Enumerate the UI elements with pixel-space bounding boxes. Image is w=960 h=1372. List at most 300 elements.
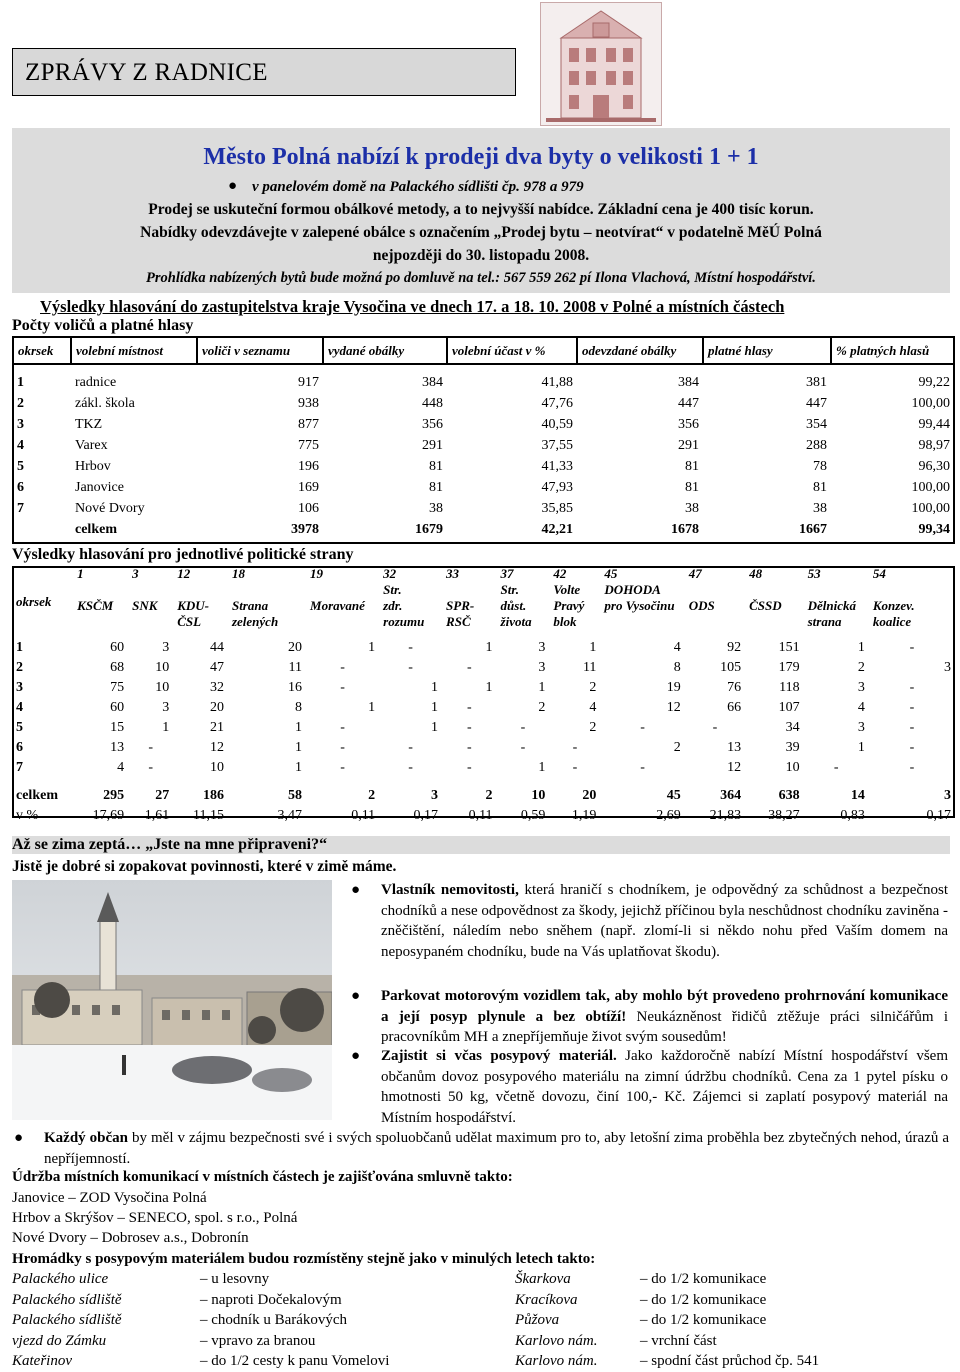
total-cell: 3 [944, 788, 951, 803]
table-row [12, 658, 955, 678]
percent-cell: 21,83 [709, 808, 742, 823]
value-cell: 1 [538, 680, 546, 695]
value-cell: 81 [685, 458, 699, 474]
table-row [12, 638, 955, 658]
value-cell: 1 [368, 640, 376, 655]
value-cell: 3 [857, 720, 865, 735]
value-cell: 1 [485, 680, 493, 695]
bullet-material-text: Jako každoročně nabízí Místní hospodářství všem občanům dovoz posypového materiálu na zimní údržbu chodníků. Cena za 1 pytel písku o hmotnosti 50 kg, včetně dovozu, činí 100,- Kč. Zájemci si zaplatí posypový materiál na Místním hospodářství. [381, 1048, 948, 1126]
heap-detail: – do 1/2 cesty k panu Vomelovi [200, 1353, 390, 1369]
heap-location: Palackého sídliště [12, 1312, 122, 1328]
offer-bullet [228, 178, 584, 196]
value-cell: 78 [813, 458, 827, 474]
bullet-owner-bold: Vlastník nemovitosti, [381, 882, 519, 898]
value-cell: 291 [422, 437, 443, 453]
party-number: 18 [231, 566, 245, 581]
party-name: Moravané [310, 598, 365, 613]
value-cell: 196 [298, 458, 319, 474]
party-number: 54 [872, 566, 886, 581]
town-hall-image [540, 2, 662, 126]
value-cell: - [466, 760, 472, 775]
value-cell: 41,33 [541, 458, 573, 474]
value-cell: 11 [582, 660, 597, 675]
value-cell: 105 [720, 660, 742, 675]
heap-location: Karlovo nám. [515, 1353, 598, 1369]
column-header: vydané obálky [323, 337, 447, 364]
offer-line-3: nejpozději do 30. listopadu 2008. [372, 247, 590, 264]
value-cell: 34 [785, 720, 800, 735]
value-cell: 10 [209, 760, 224, 775]
okrsek-cell: 3 [16, 680, 23, 695]
party-header [600, 566, 684, 638]
value-cell: 1 [162, 720, 170, 735]
value-cell: - [833, 760, 839, 775]
okrsek-cell: 7 [17, 500, 24, 516]
value-cell: 1 [538, 760, 546, 775]
party-name: KDU-ČSL [177, 598, 209, 629]
column-header: % platných hlasů [831, 337, 954, 364]
location-cell: TKZ [75, 416, 103, 432]
location-cell: radnice [75, 374, 117, 390]
value-cell: - [909, 740, 915, 755]
value-cell: 118 [779, 680, 800, 695]
maintenance-item: Janovice – ZOD Vysočina Polná [12, 1190, 207, 1206]
bullet-owner-text: která hraničí s chodníkem, je odpovědný za schůdnost a bezpečnost chodníků a nese odpovědnost za škody, jejichž příčinou byla neschůdnost chodníku zaviněna - zněčištění, náledím nebo sněhem (např. zlomí-li si někdo nohu před Vaším domem na neposypaném chodníku, bude na Vás uplatňovat škodu). [381, 882, 949, 960]
party-number: 33 [446, 566, 460, 581]
value-cell: 92 [727, 640, 742, 655]
okrsek-cell: 1 [17, 374, 24, 390]
heap-detail: – do 1/2 komunikace [640, 1312, 767, 1328]
value-cell: 1 [857, 740, 865, 755]
maintenance-title: Údržba místních komunikací v místních částech je zajišťována smluvně takto: [12, 1169, 513, 1185]
party-header [869, 566, 955, 638]
party-prefix: Str. [383, 582, 402, 597]
location-cell: Hrbov [75, 458, 111, 474]
parties-title: Výsledky hlasování pro jednotlivé politické strany [12, 546, 354, 563]
party-prefix [689, 582, 741, 598]
value-cell: 384 [678, 374, 699, 390]
bullet-icon: ● [228, 178, 238, 194]
total-cell: 10 [531, 788, 546, 803]
percent-cell: 0,17 [413, 808, 439, 823]
table-row [13, 393, 954, 414]
value-cell: 354 [806, 416, 827, 432]
party-name: Konzev. koalice [872, 598, 915, 629]
total-cell: celkem [16, 788, 58, 803]
total-row [13, 519, 954, 540]
total-cell: 186 [202, 788, 224, 803]
table-row [12, 738, 955, 758]
value-cell: 1 [431, 700, 439, 715]
value-cell: - [340, 660, 345, 675]
value-cell: - [520, 720, 526, 735]
value-cell: 3 [538, 660, 546, 675]
value-cell: 47,76 [541, 395, 573, 411]
percent-cell: 38,27 [768, 808, 800, 823]
value-cell: 10 [785, 760, 800, 775]
value-cell: 2 [538, 700, 546, 715]
value-cell: 106 [298, 500, 319, 516]
column-header: volební místnost [71, 337, 197, 364]
value-cell: 775 [298, 437, 319, 453]
value-cell: - [340, 760, 345, 775]
offer-line-1: Prodej se uskuteční formou obálkové metody, a to nejvyšší nabídce. Základní cena je 400 tisíc korun. [148, 201, 814, 218]
table-row [13, 414, 954, 435]
column-header: volební účast v % [447, 337, 577, 364]
value-cell: 47 [209, 660, 224, 675]
party-name: pro Vysočinu [604, 598, 675, 613]
table-row [12, 698, 955, 718]
party-number: 47 [688, 566, 702, 581]
party-header [685, 566, 745, 638]
total-cell: celkem [75, 521, 117, 537]
value-cell: 11 [288, 660, 303, 675]
value-cell: 381 [806, 374, 827, 390]
value-cell: 10 [155, 660, 170, 675]
bullet-icon: ● [351, 988, 361, 1004]
value-cell: 12 [209, 740, 224, 755]
value-cell: 10 [155, 680, 170, 695]
percent-cell: v % [16, 808, 39, 823]
value-cell: 3 [944, 660, 951, 675]
bullet-icon: ● [351, 1048, 361, 1064]
total-cell: 14 [850, 788, 865, 803]
party-header [549, 566, 600, 638]
heap-detail: – do 1/2 komunikace [640, 1271, 767, 1287]
heap-detail: – do 1/2 komunikace [640, 1291, 767, 1308]
percent-cell: 17,69 [92, 808, 125, 823]
value-cell: 2 [857, 660, 865, 675]
percent-cell: 0,59 [520, 808, 546, 823]
location-cell: Nové Dvory [75, 500, 145, 516]
heap-location: Palackého ulice [12, 1271, 109, 1287]
party-name: Pravý blok [553, 598, 585, 629]
offer-bullet-text: v panelovém domě na Palackého sídlišti čp. 978 a 979 [252, 179, 584, 195]
total-row [12, 786, 955, 806]
value-cell: - [640, 760, 645, 775]
heap-location: Kateřinov [12, 1353, 72, 1369]
value-cell: - [909, 640, 915, 655]
value-cell: 4 [857, 700, 865, 715]
party-header [442, 566, 497, 638]
value-cell: - [408, 640, 413, 655]
value-cell: 151 [778, 640, 800, 655]
value-cell: 448 [422, 395, 443, 411]
value-cell: 21 [209, 720, 224, 735]
party-name: Strana zelených [231, 598, 279, 629]
value-cell: 96,30 [918, 458, 950, 474]
value-cell: - [909, 680, 915, 695]
value-cell: - [148, 740, 154, 755]
total-cell: 2 [485, 788, 493, 803]
apartment-offer-box [12, 128, 950, 293]
bullet-material-bold: Zajistit si včas posypový materiál. [381, 1048, 617, 1064]
location-cell: zákl. škola [75, 395, 135, 411]
percent-cell: 2,69 [656, 808, 681, 823]
heap-detail: – vrchní část [640, 1332, 717, 1349]
party-prefix [77, 582, 124, 598]
party-number: 1 [77, 566, 84, 581]
party-prefix [177, 582, 224, 598]
total-cell: 3978 [291, 521, 319, 537]
percent-row [12, 806, 955, 826]
table-header-row [13, 337, 954, 364]
heap-detail: – spodní část průchod čp. 541 [640, 1353, 820, 1369]
value-cell: 38 [685, 500, 699, 516]
column-header: okrsek [16, 594, 52, 609]
value-cell: 81 [429, 479, 443, 495]
value-cell: 100,00 [911, 500, 950, 516]
value-cell: 8 [673, 660, 681, 675]
value-cell: 1 [368, 700, 376, 715]
percent-cell: 11,15 [192, 808, 224, 823]
value-cell: 447 [806, 395, 827, 411]
total-cell: 638 [778, 788, 800, 803]
bullet-citizen-text: by měl v zájmu bezpečnosti své i svých spoluobčanů udělat maximum pro to, aby letošní zima proběhla bez zbytečných nehod, úrazů a nepříjemností. [44, 1130, 949, 1167]
value-cell: - [408, 760, 413, 775]
table-row [13, 498, 954, 519]
percent-cell: 1,61 [144, 808, 170, 823]
total-cell: 42,21 [541, 521, 573, 537]
okrsek-cell: 5 [17, 458, 24, 474]
value-cell: 32 [209, 680, 224, 695]
maintenance-item: Nové Dvory – Dobrosev a.s., Dobronín [12, 1230, 249, 1246]
percent-cell: 0,83 [840, 808, 865, 823]
value-cell: 68 [110, 660, 125, 675]
column-header: odevzdané obálky [577, 337, 703, 364]
value-cell: 3 [162, 640, 170, 655]
column-header: platné hlasy [703, 337, 831, 364]
total-cell [13, 519, 71, 540]
party-name: důst. života [500, 598, 532, 629]
okrsek-cell: 3 [17, 416, 24, 432]
heap-location: Kracíkova [515, 1291, 578, 1308]
table-row [12, 758, 955, 778]
winter-subtitle: Jistě je dobré si zopakovat povinnosti, které v zimě máme. [12, 858, 397, 875]
value-cell: 179 [778, 660, 800, 675]
total-cell: 1679 [415, 521, 443, 537]
percent-cell: 0,11 [468, 808, 493, 823]
value-cell: 107 [778, 700, 800, 715]
party-name: SNK [132, 598, 158, 613]
party-number: 42 [553, 566, 567, 581]
value-cell: 917 [298, 374, 319, 390]
value-cell: - [909, 700, 915, 715]
value-cell: 15 [110, 720, 125, 735]
bullet-citizen [14, 1128, 949, 1169]
percent-cell: 0,17 [926, 808, 951, 823]
value-cell: 384 [422, 374, 443, 390]
okrsek-cell: 1 [16, 640, 23, 655]
party-prefix [749, 582, 800, 598]
value-cell: 75 [110, 680, 125, 695]
value-cell: 100,00 [911, 479, 950, 495]
table-row [13, 435, 954, 456]
total-cell: 58 [288, 788, 303, 803]
value-cell: 81 [685, 479, 699, 495]
page-title: ZPRÁVY Z RADNICE [25, 59, 268, 86]
heap-detail: – vpravo za branou [200, 1332, 316, 1349]
value-cell: 1 [485, 640, 493, 655]
value-cell: - [712, 720, 718, 735]
percent-cell: 1,19 [571, 808, 597, 823]
value-cell: - [572, 740, 578, 755]
value-cell: - [466, 720, 472, 735]
party-number: 12 [177, 566, 191, 581]
bullet-icon: ● [14, 1130, 24, 1146]
value-cell: 47,93 [541, 479, 573, 495]
winter-title: Až se zima zeptá… „Jste na mne připraveni?“ [12, 836, 950, 854]
maintenance-item: Hrbov a Skrýšov – SENECO, spol. s r.o., Polná [12, 1210, 298, 1226]
party-number: 53 [807, 566, 821, 581]
value-cell: 3 [162, 700, 170, 715]
value-cell: 20 [209, 700, 224, 715]
value-cell: 877 [298, 416, 319, 432]
location-cell: Varex [75, 437, 108, 453]
table-row [12, 718, 955, 738]
okrsek-cell: 5 [16, 720, 23, 735]
value-cell: - [466, 660, 472, 675]
total-cell: 3 [431, 788, 439, 803]
party-header [745, 566, 804, 638]
party-number: 32 [383, 566, 397, 581]
party-number: 37 [500, 566, 514, 581]
party-header [228, 566, 306, 638]
party-header [128, 566, 173, 638]
value-cell: 4 [673, 640, 681, 655]
party-prefix: DOHODA [604, 582, 661, 597]
total-cell: 295 [103, 788, 125, 803]
party-header [804, 566, 869, 638]
party-prefix: Str. [500, 582, 519, 597]
value-cell: 12 [666, 700, 681, 715]
value-cell: 4 [117, 760, 125, 775]
percent-cell: 3,47 [277, 808, 303, 823]
value-cell: 41,88 [541, 374, 573, 390]
value-cell: 60 [110, 640, 125, 655]
heap-detail: – u lesovny [200, 1271, 270, 1287]
party-header [379, 566, 442, 638]
party-prefix [232, 582, 302, 598]
total-cell: 99,34 [918, 521, 950, 537]
value-cell: 98,97 [918, 437, 950, 453]
bullet-parking-bold: Parkovat motorovým vozidlem tak, aby mohlo být provedeno prohrnování komunikace a její posyp plynule a bez obtíží! [381, 988, 948, 1025]
party-prefix: Volte [553, 582, 581, 597]
value-cell: - [148, 760, 154, 775]
value-cell: 39 [785, 740, 800, 755]
votes-title: Výsledky hlasování do zastupitelstva kraje Vysočina ve dnech 17. a 18. 10. 2008 v Polné a místních částech [40, 297, 785, 316]
value-cell: 40,59 [541, 416, 573, 432]
offer-line-2: Nabídky odevzdávejte v zalepené obálce s označením „Prodej bytu – neotvírat“ v podatelně MěÚ Polná [140, 224, 822, 241]
value-cell: 1 [431, 680, 439, 695]
value-cell: 35,85 [541, 500, 573, 516]
bullet-parking [351, 986, 949, 1048]
value-cell: - [909, 760, 915, 775]
column-header: okrsek [13, 337, 71, 364]
value-cell: 81 [813, 479, 827, 495]
column-header: voliči v seznamu [197, 337, 323, 364]
party-name: ČSSD [749, 598, 782, 613]
offer-headline: Město Polná nabízí k prodeji dva byty o velikosti 1 + 1 [203, 144, 759, 170]
value-cell: 1 [295, 760, 303, 775]
heap-detail: – naproti Dočekalovým [200, 1291, 342, 1308]
value-cell: 81 [429, 458, 443, 474]
heap-location: vjezd do Zámku [12, 1332, 107, 1349]
party-name: Dělnická strana [807, 598, 856, 629]
party-prefix [310, 582, 375, 598]
party-name: SPR-RSČ [446, 598, 475, 629]
okrsek-cell: 4 [17, 437, 24, 453]
value-cell: 19 [666, 680, 681, 695]
total-cell: 2 [368, 788, 376, 803]
party-prefix [446, 582, 493, 598]
value-cell: 13 [727, 740, 742, 755]
value-cell: 13 [110, 740, 125, 755]
okrsek-cell: 2 [16, 660, 23, 675]
value-cell: 44 [209, 640, 224, 655]
party-number: 45 [604, 566, 618, 581]
value-cell: 356 [422, 416, 443, 432]
heap-location: Karlovo nám. [515, 1332, 598, 1349]
parties-table [12, 566, 955, 826]
bullet-citizen-bold: Každý občan [44, 1130, 129, 1146]
value-cell: 76 [727, 680, 742, 695]
value-cell: 169 [298, 479, 319, 495]
value-cell: - [909, 720, 915, 735]
value-cell: 99,22 [918, 374, 950, 390]
value-cell: 37,55 [541, 437, 573, 453]
value-cell: 66 [727, 700, 742, 715]
table-row [12, 678, 955, 698]
value-cell: 16 [288, 680, 303, 695]
table-row [13, 456, 954, 477]
okrsek-cell: 2 [17, 395, 24, 411]
header-banner [12, 48, 516, 96]
party-prefix [873, 582, 951, 598]
total-cell: 27 [155, 788, 170, 803]
votes-subtitle: Počty voličů a platné hlasy [12, 317, 194, 334]
table-row [13, 372, 954, 393]
value-cell: 1 [295, 720, 303, 735]
value-cell: 3 [857, 680, 865, 695]
heap-location: Škarkova [515, 1271, 571, 1287]
party-number: 48 [749, 566, 763, 581]
value-cell: 3 [538, 640, 546, 655]
total-cell: 1667 [799, 521, 827, 537]
value-cell: 38 [429, 500, 443, 516]
table-header-row [12, 566, 955, 638]
party-number: 19 [310, 566, 324, 581]
value-cell: - [640, 720, 645, 735]
value-cell: 99,44 [918, 416, 950, 432]
total-cell: 20 [582, 788, 597, 803]
value-cell: 2 [673, 740, 681, 755]
value-cell: 1 [589, 640, 597, 655]
value-cell: - [408, 740, 413, 755]
offer-line-4: Prohlídka nabízených bytů bude možná po domluvě na tel.: 567 559 262 pí Ilona Vlachová, Místní hospodářství. [146, 270, 816, 286]
okrsek-cell: 6 [17, 479, 24, 495]
percent-cell: 0,11 [351, 808, 376, 823]
value-cell: - [520, 740, 526, 755]
party-number: 3 [132, 566, 139, 581]
party-header [173, 566, 228, 638]
winter-town-photo [12, 880, 332, 1120]
voters-table [12, 336, 955, 540]
value-cell: 447 [678, 395, 699, 411]
total-cell: 45 [666, 788, 681, 803]
value-cell: 938 [298, 395, 319, 411]
value-cell: 100,00 [911, 395, 950, 411]
